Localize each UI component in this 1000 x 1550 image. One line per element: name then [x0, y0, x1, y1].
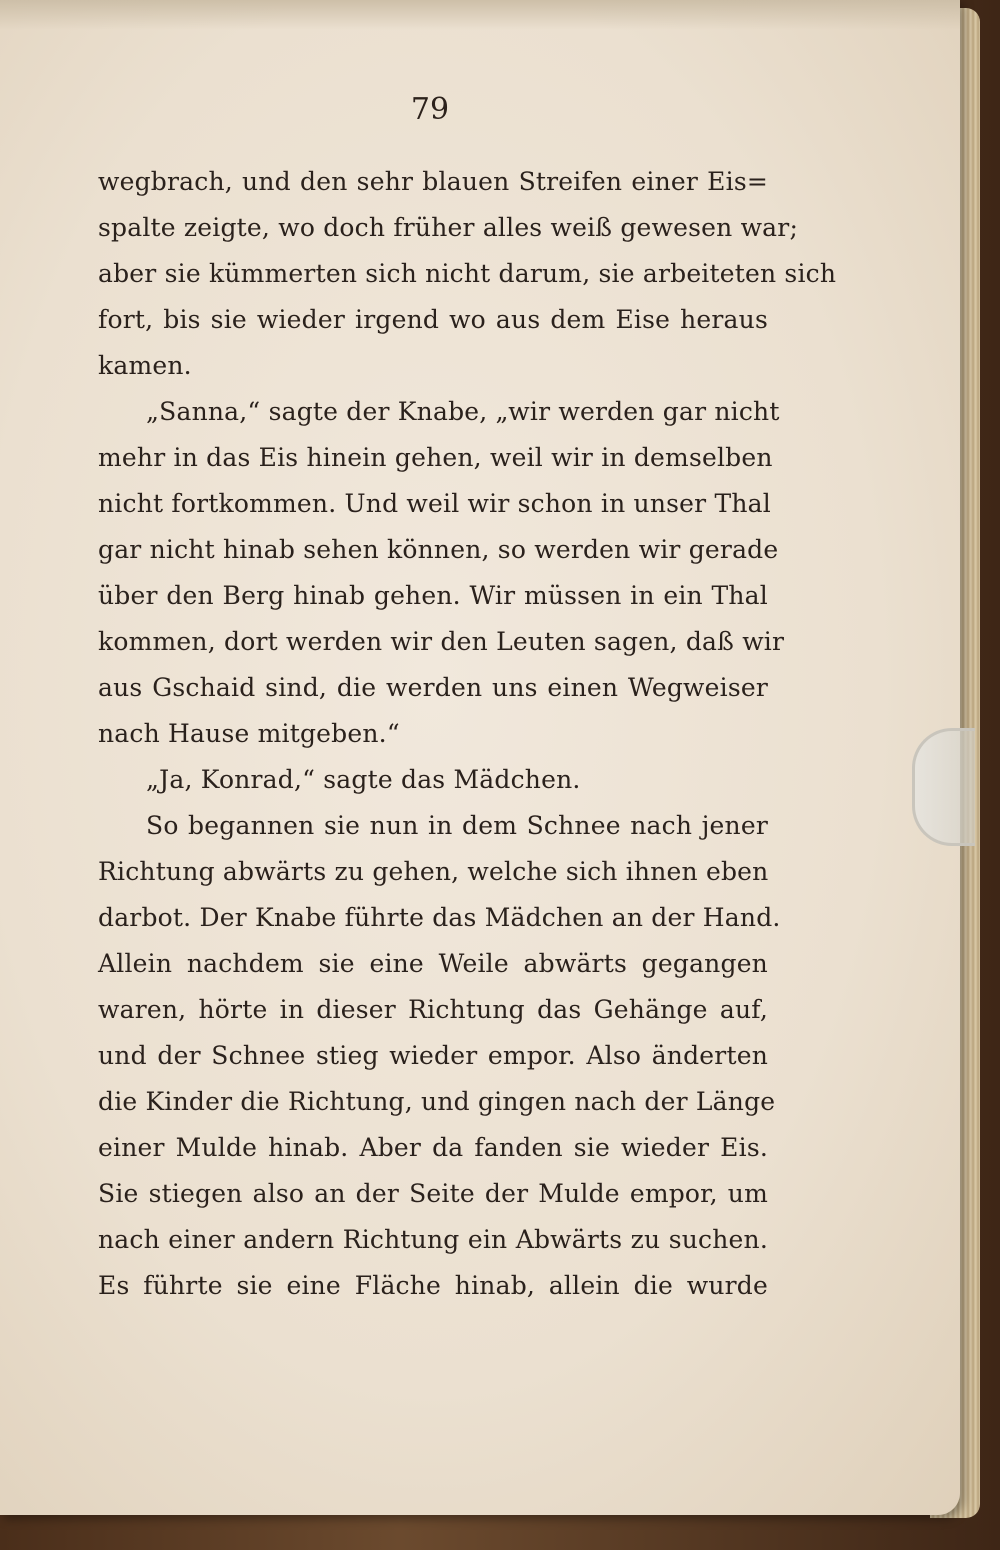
text-line: aber sie kümmerten sich nicht darum, sie arbeiteten sich [98, 259, 837, 288]
text-line: „Ja, Konrad,“ sagte das Mädchen. [146, 765, 581, 794]
text-line: mehr in das Eis hinein gehen, weil wir in demselben [98, 443, 773, 472]
text-line: nach einer andern Richtung ein Abwärts zu suchen. [98, 1225, 768, 1254]
text-line: fort, bis sie wieder irgend wo aus dem Eise heraus [98, 305, 768, 334]
text-line: Allein nachdem sie eine Weile abwärts gegangen [98, 949, 768, 978]
text-line: Sie stiegen also an der Seite der Mulde empor, um [98, 1179, 768, 1208]
page-number: 79 [410, 92, 450, 127]
page-clip [912, 728, 975, 846]
text-line: „Sanna,“ sagte der Knabe, „wir werden gar nicht [146, 397, 780, 426]
text-line: nicht fortkommen. Und weil wir schon in unser Thal [98, 489, 771, 518]
text-line: und der Schnee stieg wieder empor. Also änderten [98, 1041, 768, 1070]
text-line: kamen. [98, 351, 192, 380]
text-line: nach Hause mitgeben.“ [98, 719, 400, 748]
text-line: wegbrach, und den sehr blauen Streifen einer Eis= [98, 167, 768, 196]
text-line: Richtung abwärts zu gehen, welche sich ihnen eben [98, 857, 769, 886]
text-line: aus Gschaid sind, die werden uns einen Wegweiser [98, 673, 768, 702]
text-line: Es führte sie eine Fläche hinab, allein die wurde [98, 1271, 768, 1300]
text-line: spalte zeigte, wo doch früher alles weiß gewesen war; [98, 213, 799, 242]
text-line: über den Berg hinab gehen. Wir müssen in ein Thal [98, 581, 768, 610]
text-line: So begannen sie nun in dem Schnee nach jener [146, 811, 768, 840]
text-line: kommen, dort werden wir den Leuten sagen, daß wir [98, 627, 785, 656]
text-line: waren, hörte in dieser Richtung das Gehänge auf, [98, 995, 768, 1024]
text-line: darbot. Der Knabe führte das Mädchen an der Hand. [98, 903, 781, 932]
text-line: einer Mulde hinab. Aber da fanden sie wieder Eis. [98, 1133, 768, 1162]
text-line: die Kinder die Richtung, und gingen nach der Länge [98, 1087, 776, 1116]
text-line: gar nicht hinab sehen können, so werden wir gerade [98, 535, 779, 564]
